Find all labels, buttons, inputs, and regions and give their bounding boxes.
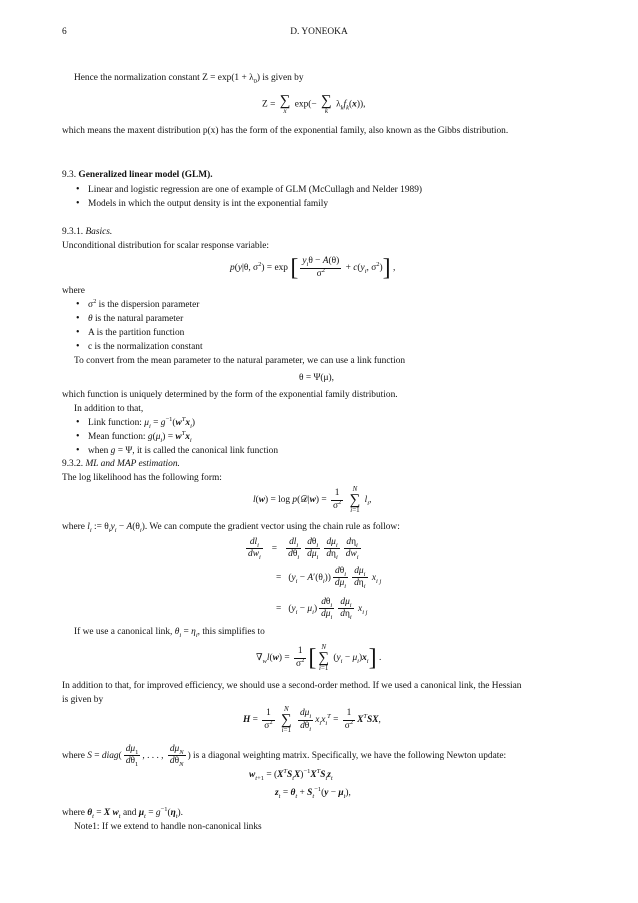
normalization-intro: Hence the normalization constant $Z = \exp(1 + \lambda_0)$ is given by — [74, 73, 304, 85]
maxent-conclusion: which means the maxent distribution p(x) has the form of the exponential family, also known as the Gibbs distribution. — [62, 126, 509, 136]
equation-hessian: H = $\frac{1}{\sigma^2}$ N ∑ i=1 $\frac{d\mu_i}{d\theta_i}$ $x_ix_i^T$ = $\frac{1}{\sigma^2}$ $X^TSX$, — [243, 705, 381, 734]
equation-chain-rule-2: = $(y_i - A'(\theta_i))$ $\frac{d\theta_i}{d\mu_i}$ $\frac{d\mu_i}{d\eta_i}$ $x_{i j}$ — [276, 566, 382, 591]
running-title: D. YONEOKA — [290, 27, 348, 37]
link-intro: To convert from the mean parameter to the natural parameter, we can use a link function — [74, 356, 406, 366]
equation-link: θ = Ψ(μ), — [299, 373, 334, 383]
page-number: 6 — [62, 27, 67, 37]
hessian-lead: In addition to that, for improved efficiency, we should use a second-order method. If we used a canonical link, the Hessian — [62, 681, 522, 691]
equation-gradient: $\nabla_wl(w)$ = $\frac{1}{\sigma^2}$ [ N ∑ i=1 $(y_i - \mu_i)x_i$] . — [256, 643, 382, 672]
list-item: • when g = Ψ, it is called the canonical link function — [88, 447, 278, 456]
loglik-lead: The log likelihood has the following form: — [62, 473, 222, 483]
list-item: • Link function: $\mu_i = g^{-1}(w^Tx_i)$ — [88, 419, 195, 428]
gradient-lead: where $l_i$ := $\theta_iy_i - A(\theta_i)$. We can compute the gradient vector using the chain rule as follow: — [62, 522, 400, 534]
list-item: • A is the partition function — [88, 329, 184, 338]
equation-z: Z = ∑ x exp(− ∑ k $\lambda_kf_k(x)$), — [262, 93, 366, 115]
list-item: • θ is the natural parameter — [88, 315, 183, 324]
list-item: • $\sigma^2$ is the dispersion parameter — [88, 301, 199, 310]
equation-density: p(y|θ, $\sigma^2) = \exp$ [ $\frac{y_i\theta - A(\theta)}{\sigma^2}$ + $c(y_i$, $\sigma^2$)] , — [230, 255, 396, 281]
equation-chain-rule-1: $\frac{dl_i}{dw_i}$ = $\frac{dl_i}{d\theta_i}$ $\frac{d\theta_i}{d\mu_i}$ $\frac{d\mu_i}{d\eta_i}$ $\frac{d\eta_i}{dw_i}$ — [248, 537, 359, 562]
weighting-lead: where S = diag( $\frac{d\mu_1}{d\theta_1}$ , . . . , $\frac{d\mu_N}{d\theta_N}$ ) is a diagonal weighting matrix. Specifically, we have the following Newton update: — [62, 744, 507, 769]
section-9-3-2-heading: 9.3.2. ML and MAP estimation. — [62, 459, 180, 469]
addition-lead: In addition to that, — [74, 404, 144, 414]
section-9-3-heading: 9.3. Generalized linear model (GLM). — [62, 170, 213, 180]
section-9-3-1-heading: 9.3.1. Basics. — [62, 227, 113, 237]
basics-lead: Unconditional distribution for scalar response variable: — [62, 241, 269, 251]
list-item: • Linear and logistic regression are one of example of GLM (McCullagh and Nelder 1989) — [88, 186, 422, 195]
list-item: • Mean function: $g(\mu_i) = w^Tx_i$ — [88, 433, 192, 442]
note-1: Note1: If we extend to handle non-canonical links — [74, 822, 262, 832]
where-label: where — [62, 286, 85, 296]
link-after: which function is uniquely determined by the form of the exponential family distribution. — [62, 390, 398, 400]
hessian-lead-2: is given by — [62, 695, 104, 705]
list-item: • Models in which the output density is int the exponential family — [88, 200, 328, 209]
equation-newton-2: $z_t = \theta_t + S_t^{-1}(y - \mu_t)$, — [275, 785, 351, 800]
theta-definition: where $\theta_t = X$ $w_t$ and $\mu_t = g^{-1}(\eta_t)$. — [62, 805, 184, 820]
equation-loglik: l(w) = log p(𝒟|w) = $\frac{1}{\sigma^2}$ N ∑ i=1 $l_i$, — [253, 485, 372, 514]
canonical-lead: If we use a canonical link, $\theta_i = \eta_i$, this simplifies to — [74, 627, 265, 639]
list-item: • c is the normalization constant — [88, 343, 203, 352]
equation-newton-1: $w_{t+1} = (X^TS_tX)^{-1}X^TS_tz_t$ — [249, 767, 333, 782]
equation-chain-rule-3: = $(y_i - \mu_i)$ $\frac{d\theta_i}{d\mu_i}$ $\frac{d\mu_i}{d\eta_i}$ $x_{i j}$ — [276, 597, 368, 622]
